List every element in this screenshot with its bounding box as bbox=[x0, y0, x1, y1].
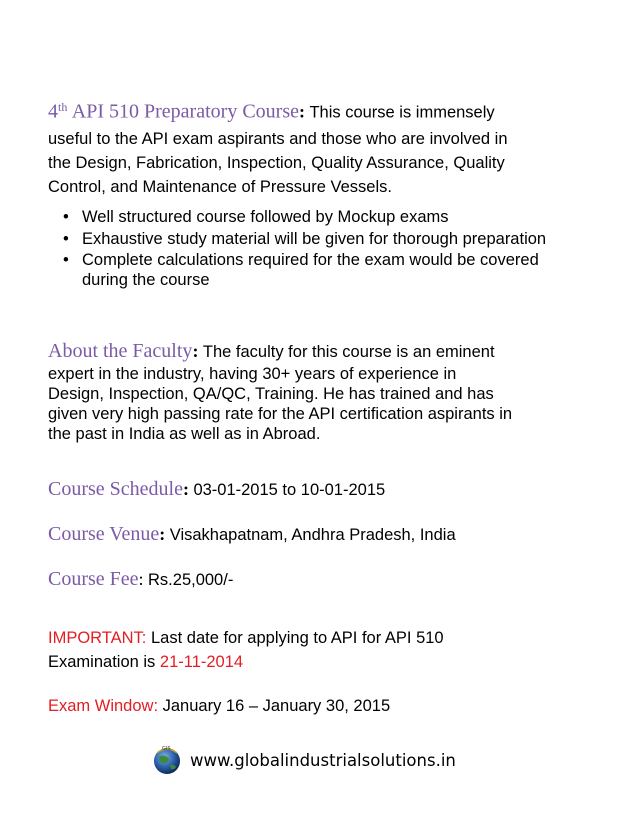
faculty-line-3: Design, Inspection, QA/QC, Training. He has trained and has bbox=[48, 385, 494, 403]
footer bbox=[150, 743, 456, 777]
course-title-colon: : bbox=[298, 101, 305, 122]
course-title-line bbox=[48, 96, 603, 124]
schedule-value: 03-01-2015 to 10-01-2015 bbox=[193, 481, 386, 499]
course-ordinal-sup: th bbox=[58, 100, 68, 114]
faculty-line-4: given very high passing rate for the API certification aspirants in bbox=[48, 405, 513, 423]
course-desc-line-4: Control, and Maintenance of Pressure Vessels. bbox=[48, 178, 392, 196]
faculty-heading: About the Faculty bbox=[48, 340, 193, 362]
schedule-colon: : bbox=[182, 479, 189, 499]
faculty-section bbox=[48, 340, 603, 444]
venue-colon: : bbox=[159, 524, 166, 544]
faculty-line-5: the past in India as well as in Abroad. bbox=[48, 425, 321, 443]
deadline-date: 21-11-2014 bbox=[159, 653, 244, 671]
faculty-line-2: expert in the industry, having 30+ years of experience in bbox=[48, 365, 457, 383]
fee-heading: Course Fee bbox=[48, 568, 139, 590]
important-line-1: Last date for applying to API for API 510 bbox=[151, 629, 444, 647]
course-desc-line-2: useful to the API exam aspirants and those who are involved in bbox=[48, 130, 508, 148]
venue-value: Visakhapatnam, Andhra Pradesh, India bbox=[169, 526, 456, 544]
exam-window-value: January 16 – January 30, 2015 bbox=[162, 697, 391, 715]
schedule-row bbox=[48, 478, 603, 502]
svg-text:GIS: GIS bbox=[162, 746, 171, 752]
list-item: • Complete calculations required for the exam would be covered during the course bbox=[63, 251, 563, 290]
fee-value: Rs.25,000/- bbox=[148, 571, 234, 589]
course-description bbox=[48, 127, 603, 199]
fee-colon: : bbox=[138, 569, 144, 589]
course-desc-line-3: the Design, Fabrication, Inspection, Quality Assurance, Quality bbox=[48, 154, 505, 172]
list-item: • Exhaustive study material will be given for thorough preparation bbox=[63, 230, 563, 250]
fee-row bbox=[48, 568, 603, 592]
venue-heading: Course Venue bbox=[48, 523, 160, 545]
important-line-2: Examination is bbox=[48, 653, 160, 671]
faculty-colon: : bbox=[192, 341, 199, 361]
course-intro bbox=[48, 96, 603, 124]
faculty-line-1: The faculty for this course is an eminent bbox=[202, 343, 495, 361]
globe-logo-icon bbox=[150, 743, 184, 777]
list-item: • Well structured course followed by Mockup exams bbox=[63, 208, 563, 228]
venue-row bbox=[48, 523, 603, 547]
course-features-list bbox=[63, 208, 563, 292]
course-desc-line-1: This course is immensely bbox=[309, 103, 495, 122]
important-notice bbox=[48, 626, 603, 674]
important-label: IMPORTANT: bbox=[48, 629, 147, 647]
exam-window-label: Exam Window: bbox=[48, 697, 159, 715]
schedule-heading: Course Schedule bbox=[48, 478, 183, 500]
course-title: API 510 Preparatory Course bbox=[71, 100, 299, 123]
course-ordinal: 4 bbox=[48, 100, 58, 123]
exam-window-row bbox=[48, 695, 603, 717]
website-link[interactable]: www.globalindustrialsolutions.in bbox=[190, 750, 456, 770]
